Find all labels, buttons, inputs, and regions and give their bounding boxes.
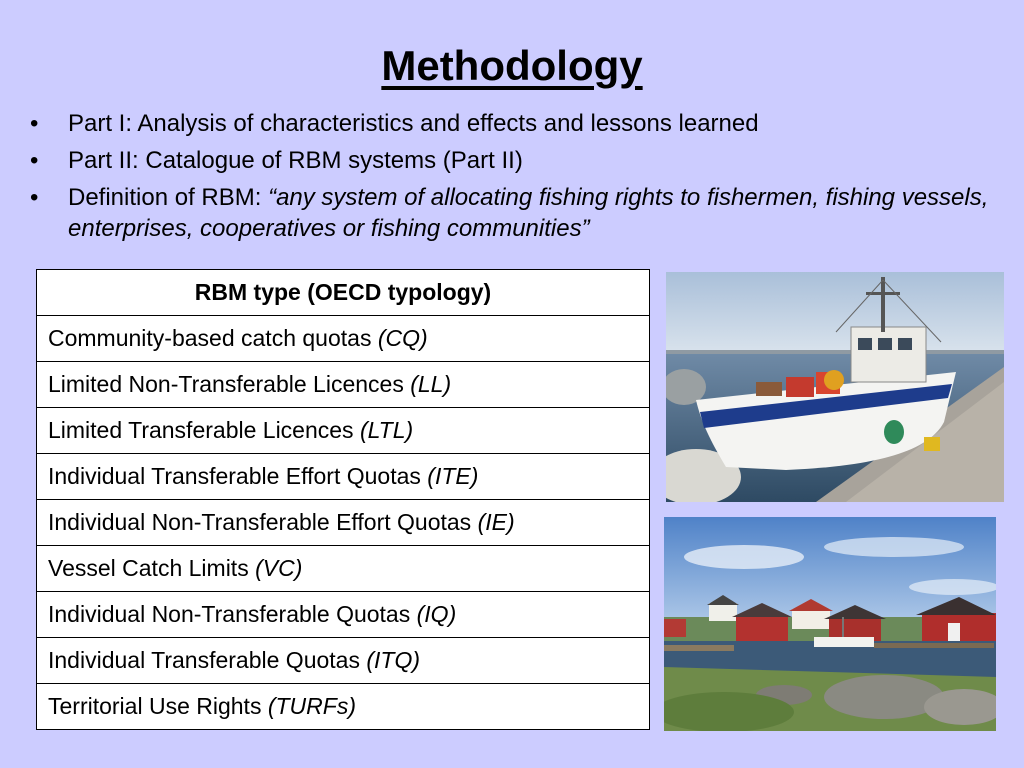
rbm-type-table — [36, 269, 650, 730]
table-row — [37, 408, 650, 454]
bullet-marker: • — [30, 110, 39, 137]
rbm-type-name: Individual Transferable Effort Quotas — [48, 463, 428, 489]
rbm-type-abbr: (LL) — [410, 371, 452, 397]
table-row — [37, 592, 650, 638]
rbm-type-abbr: (IE) — [477, 509, 515, 535]
table-row — [37, 546, 650, 592]
rbm-type-abbr: (CQ) — [377, 325, 428, 351]
slide-title: Methodology — [381, 42, 643, 89]
bullet-item — [30, 108, 990, 139]
table-row — [37, 684, 650, 730]
bullet-text: Part I: Analysis of characteristics and effects and lessons learned — [68, 110, 759, 137]
rbm-type-name: Individual Non-Transferable Effort Quotas — [48, 509, 478, 535]
table-cell — [37, 454, 650, 500]
table-cell — [37, 408, 650, 454]
bullet-text: Part II: Catalogue of RBM systems (Part II) — [68, 147, 523, 174]
rbm-type-abbr: (LTL) — [359, 417, 414, 443]
table-cell — [37, 684, 650, 730]
harbour-village-photo — [664, 517, 996, 731]
bullet-list — [30, 108, 990, 250]
bullet-item — [30, 145, 990, 176]
table-cell — [37, 546, 650, 592]
table-header-cell: RBM type (OECD typology) — [37, 270, 650, 316]
bullet-marker: • — [30, 147, 39, 174]
harbour-village-illustration — [664, 517, 996, 731]
bullet-text: Definition of RBM: — [68, 184, 269, 211]
table-cell — [37, 316, 650, 362]
table-header-row — [37, 270, 650, 316]
fishing-boat-photo — [666, 272, 1004, 502]
rbm-definition-quote: “any system of allocating fishing rights to fishermen, fishing vessels, enterprises, cooperatives or fishing communities” — [68, 184, 989, 242]
rbm-type-abbr: (IQ) — [416, 601, 457, 627]
table-cell — [37, 500, 650, 546]
rbm-type-abbr: (VC) — [255, 555, 303, 581]
bullet-item — [30, 182, 990, 244]
table-row — [37, 316, 650, 362]
table-cell — [37, 592, 650, 638]
bullet-marker: • — [30, 184, 39, 211]
table-row — [37, 500, 650, 546]
rbm-type-name: Vessel Catch Limits — [48, 555, 256, 581]
rbm-type-name: Individual Non-Transferable Quotas — [48, 601, 417, 627]
table-cell — [37, 638, 650, 684]
rbm-type-name: Individual Transferable Quotas — [48, 647, 367, 673]
table-row — [37, 638, 650, 684]
rbm-type-name: Limited Transferable Licences — [48, 417, 360, 443]
table-cell — [37, 362, 650, 408]
rbm-type-abbr: (TURFs) — [267, 693, 356, 719]
table-row — [37, 362, 650, 408]
rbm-type-abbr: (ITE) — [427, 463, 479, 489]
fishing-boat-illustration — [666, 272, 1004, 502]
rbm-type-abbr: (ITQ) — [366, 647, 421, 673]
rbm-type-name: Community-based catch quotas — [48, 325, 378, 351]
rbm-type-name: Territorial Use Rights — [48, 693, 268, 719]
rbm-type-name: Limited Non-Transferable Licences — [48, 371, 411, 397]
table-row — [37, 454, 650, 500]
